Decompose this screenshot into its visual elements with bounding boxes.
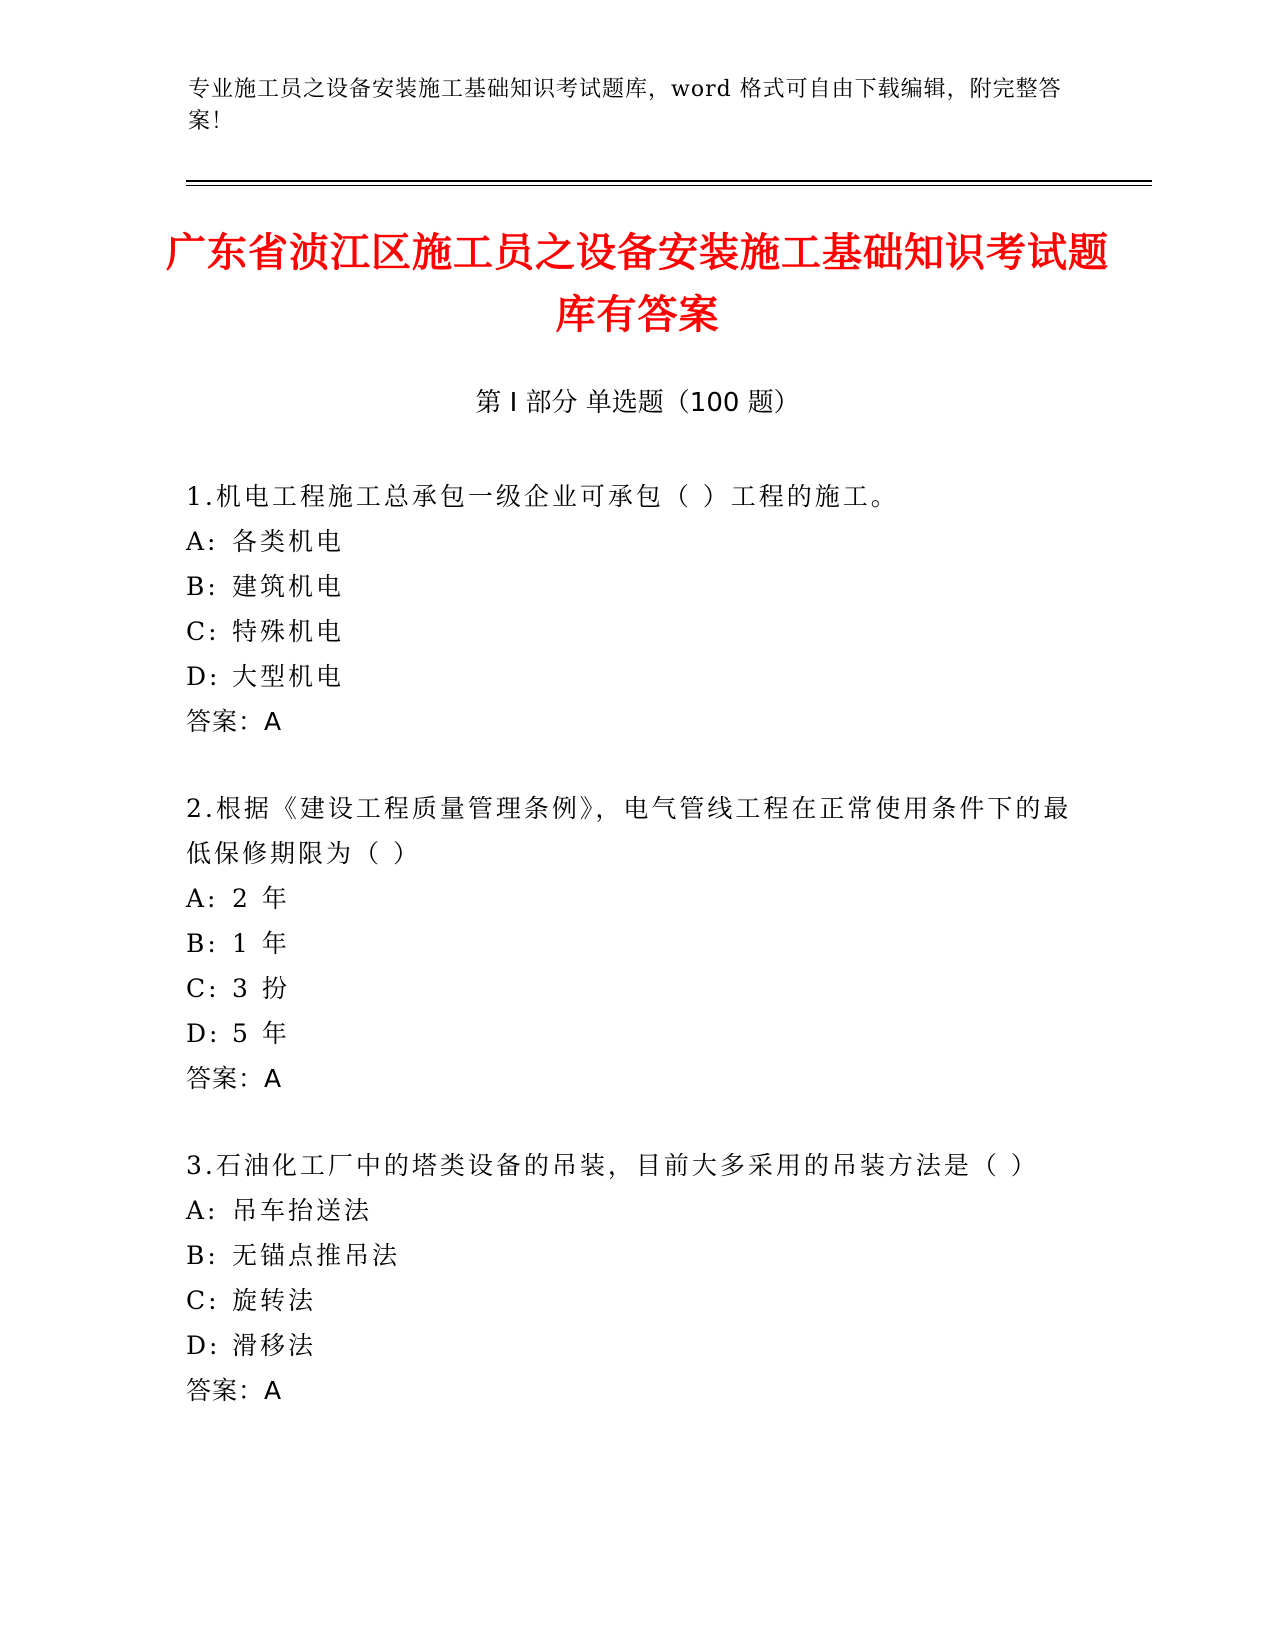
option-letter: A: bbox=[186, 884, 219, 913]
option-letter: D: bbox=[186, 1331, 221, 1360]
question-stem: 2.根据《建设工程质量管理条例》，电气管线工程在正常使用条件下的最低保修期限为（ ） bbox=[186, 794, 1072, 868]
option-a bbox=[186, 1188, 1086, 1233]
option-letter: B: bbox=[186, 572, 219, 601]
option-d bbox=[186, 654, 1086, 699]
answer-line: 答案：A bbox=[186, 1376, 283, 1405]
option-text: 特殊机电 bbox=[232, 617, 345, 646]
section-title: 第 I 部分 单选题（100 题） bbox=[475, 388, 800, 418]
option-d bbox=[186, 1323, 1086, 1368]
option-letter: D: bbox=[186, 1019, 221, 1048]
option-text: 5 年 bbox=[232, 1019, 290, 1048]
question-3 bbox=[186, 1143, 1086, 1413]
option-letter: B: bbox=[186, 1241, 219, 1270]
option-letter: B: bbox=[186, 929, 219, 958]
option-letter: A: bbox=[186, 1196, 219, 1225]
question-2 bbox=[186, 786, 1086, 1101]
option-text: 1 年 bbox=[232, 929, 290, 958]
option-letter: C: bbox=[186, 617, 220, 646]
option-text: 各类机电 bbox=[232, 527, 345, 556]
option-letter: C: bbox=[186, 1286, 220, 1315]
question-stem: 1.机电工程施工总承包一级企业可承包（ ）工程的施工。 bbox=[186, 482, 899, 511]
question-list bbox=[186, 474, 1086, 1455]
option-c bbox=[186, 966, 1086, 1011]
question-stem: 3.石油化工厂中的塔类设备的吊装，目前大多采用的吊装方法是（ ） bbox=[186, 1151, 1039, 1180]
option-letter: D: bbox=[186, 662, 221, 691]
option-text: 大型机电 bbox=[232, 662, 345, 691]
option-b bbox=[186, 564, 1086, 609]
answer-line: 答案：A bbox=[186, 1064, 283, 1093]
option-text: 3 扮 bbox=[232, 974, 290, 1003]
option-text: 2 年 bbox=[232, 884, 290, 913]
option-letter: C: bbox=[186, 974, 220, 1003]
option-c bbox=[186, 609, 1086, 654]
answer-line: 答案：A bbox=[186, 707, 283, 736]
option-b bbox=[186, 1233, 1086, 1278]
question-1 bbox=[186, 474, 1086, 744]
option-text: 滑移法 bbox=[232, 1331, 317, 1360]
option-letter: A: bbox=[186, 527, 219, 556]
option-text: 旋转法 bbox=[232, 1286, 317, 1315]
option-a bbox=[186, 876, 1086, 921]
option-a bbox=[186, 519, 1086, 564]
option-text: 建筑机电 bbox=[232, 572, 345, 601]
option-text: 无锚点推吊法 bbox=[232, 1241, 401, 1270]
option-c bbox=[186, 1278, 1086, 1323]
document-title: 广东省浈江区施工员之设备安装施工基础知识考试题库有答案 bbox=[166, 230, 1109, 338]
header-divider-thin bbox=[186, 185, 1152, 186]
header-divider-thick bbox=[186, 180, 1152, 182]
option-text: 吊车抬送法 bbox=[232, 1196, 373, 1225]
header-note: 专业施工员之设备安装施工基础知识考试题库，word 格式可自由下载编辑，附完整答案！ bbox=[188, 77, 1062, 134]
option-b bbox=[186, 921, 1086, 966]
option-d bbox=[186, 1011, 1086, 1056]
